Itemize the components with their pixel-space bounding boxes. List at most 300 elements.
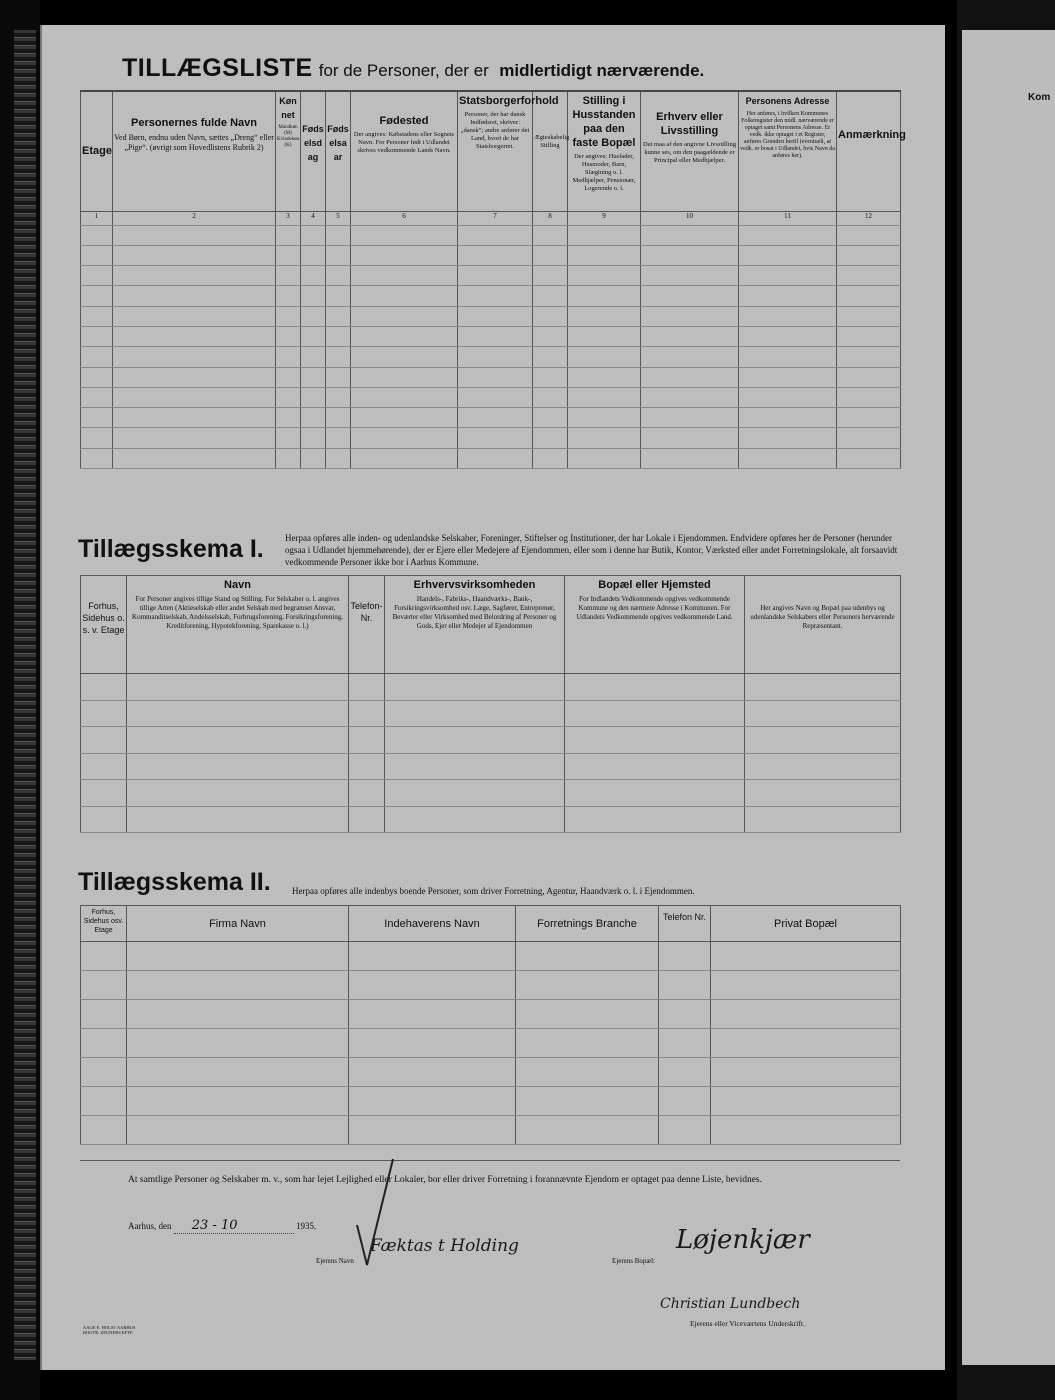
table-cell[interactable]: [127, 780, 349, 807]
table-cell[interactable]: [349, 753, 385, 780]
table-cell[interactable]: [458, 266, 533, 286]
table-cell[interactable]: [641, 448, 739, 468]
table-cell[interactable]: [276, 225, 301, 245]
table-row: [81, 942, 901, 971]
table-row: [81, 1087, 901, 1116]
table-cell[interactable]: [326, 408, 351, 428]
table-cell[interactable]: [565, 674, 745, 701]
table-cell[interactable]: [301, 225, 326, 245]
table-cell[interactable]: [127, 753, 349, 780]
table-cell[interactable]: [739, 306, 837, 326]
owner-name-label: Ejerens Navn: [316, 1257, 354, 1265]
table-cell[interactable]: [458, 306, 533, 326]
table-cell[interactable]: [349, 1087, 516, 1116]
table-cell[interactable]: [351, 286, 458, 306]
table-cell[interactable]: [533, 347, 568, 367]
table-cell[interactable]: [349, 1029, 516, 1058]
table-cell[interactable]: [81, 674, 127, 701]
table-cell[interactable]: [127, 1000, 349, 1029]
table-cell[interactable]: [301, 266, 326, 286]
table-cell[interactable]: [81, 367, 113, 387]
table-cell[interactable]: [81, 286, 113, 306]
table-cell[interactable]: [565, 700, 745, 727]
table-cell[interactable]: [458, 225, 533, 245]
table-cell[interactable]: [351, 408, 458, 428]
table-cell[interactable]: [568, 387, 641, 407]
table-cell[interactable]: [301, 326, 326, 346]
table-row: [81, 367, 901, 387]
table-cell[interactable]: [127, 674, 349, 701]
table-cell[interactable]: [127, 1116, 349, 1145]
colnum: 10: [641, 211, 739, 225]
t2-header-erhverv: Erhvervsvirksomheden Handels-, Fabriks-, Haandværks-, Bank-, Forsikringsvirksomhed osv. Læge, Sagfører, Entreprenør, Beværter eller Virksomhed med Belordring af Personer og Gods, Ejer eller Medejer af Ejendommen: [385, 576, 565, 674]
table-cell[interactable]: [81, 1087, 127, 1116]
table-cell[interactable]: [301, 428, 326, 448]
table-cell[interactable]: [385, 674, 565, 701]
tillaegsliste-table: [80, 90, 906, 469]
table-cell[interactable]: [276, 306, 301, 326]
table-cell[interactable]: [659, 1029, 711, 1058]
table-cell[interactable]: [568, 326, 641, 346]
table-cell[interactable]: [458, 367, 533, 387]
table-cell[interactable]: [565, 780, 745, 807]
table-cell[interactable]: [127, 1058, 349, 1087]
t2-body: [81, 674, 901, 833]
table-cell[interactable]: [739, 266, 837, 286]
table-cell[interactable]: [81, 428, 113, 448]
table-cell[interactable]: [837, 347, 901, 367]
t1-header-statsborger: Statsborgerforhold Personer, der har dansk Indfødsret, skriver: „dansk“; andre anfører det Land, hvori de har Statsborgerret.: [458, 91, 533, 211]
table-cell[interactable]: [533, 428, 568, 448]
table-cell[interactable]: [349, 780, 385, 807]
footer-divider: [80, 1160, 900, 1161]
table-cell[interactable]: [711, 1029, 901, 1058]
table-cell[interactable]: [745, 700, 901, 727]
table-cell[interactable]: [739, 428, 837, 448]
colnum: 5: [326, 211, 351, 225]
table-cell[interactable]: [385, 753, 565, 780]
table-cell[interactable]: [301, 286, 326, 306]
table-cell[interactable]: [276, 286, 301, 306]
table-cell[interactable]: [659, 1000, 711, 1029]
skema1-description: Herpaa opføres alle inden- og udenlandske Selskaber, Foreninger, Stiftelser og Institutioner, der har Lokale i Ejendommen. Endvidere opføres her de Personer (herunder ogsaa i Udlandet hjemmehørende), der er Ejere eller Medejere af Ejendommen, eller som i denne har Butik, Kontor, Værksted eller andet Forretningslokale, alt forsaavidt vedkommende Personer ikke bor i Aarhus Kommune.: [285, 533, 898, 567]
table-cell[interactable]: [81, 387, 113, 407]
t2-header-bopael: Bopæl eller Hjemsted For Indlandets Vedkommende opgives vedkommende Kommune og den nærmere Adresse i Kommunen. For Udlandets Vedkommende opgives vedkommende Land.: [565, 576, 745, 674]
table-cell[interactable]: [641, 367, 739, 387]
table-cell[interactable]: [351, 367, 458, 387]
table-cell[interactable]: [533, 225, 568, 245]
t3-header-etage: Forhus, Sidehus osv. Etage: [81, 906, 127, 942]
table-cell[interactable]: [127, 727, 349, 754]
table-row: [81, 326, 901, 346]
table-cell[interactable]: [349, 727, 385, 754]
table-cell[interactable]: [326, 347, 351, 367]
owner-address-label: Ejerens Bopæl:: [612, 1257, 655, 1265]
table-cell[interactable]: [641, 428, 739, 448]
t1-header-stilling: Stilling i Husstanden paa den faste Bopæl Der angives: Husfader, Husmoder, Barn, Slægtning o. l. Medhjælper, Pensionær, Logerende o. l.: [568, 91, 641, 211]
table-cell[interactable]: [351, 245, 458, 265]
table-cell[interactable]: [458, 387, 533, 407]
table-cell[interactable]: [458, 286, 533, 306]
table-cell[interactable]: [533, 326, 568, 346]
table-cell[interactable]: [739, 326, 837, 346]
table-cell[interactable]: [113, 428, 276, 448]
table-cell[interactable]: [739, 347, 837, 367]
table-cell[interactable]: [659, 971, 711, 1000]
table-cell[interactable]: [568, 266, 641, 286]
table-cell[interactable]: [568, 367, 641, 387]
table-cell[interactable]: [276, 347, 301, 367]
table-cell[interactable]: [458, 326, 533, 346]
date-line: [128, 1218, 316, 1234]
binding-edge: [14, 30, 36, 1360]
table-cell[interactable]: [458, 245, 533, 265]
t1-header-foedselsaar: Fødselsaar: [326, 91, 351, 211]
table-cell[interactable]: [326, 286, 351, 306]
table-cell[interactable]: [837, 387, 901, 407]
table-cell[interactable]: [533, 286, 568, 306]
table-cell[interactable]: [113, 347, 276, 367]
table-cell[interactable]: [533, 245, 568, 265]
t1-header-erhverv: Erhverv eller Livsstilling Det maa af den angivne Livsstilling kunne ses, om den paagældende er Principal eller Medhjælper.: [641, 91, 739, 211]
table-cell[interactable]: [276, 266, 301, 286]
table-cell[interactable]: [301, 408, 326, 428]
table-cell[interactable]: [568, 306, 641, 326]
t2-header-repraesentant: Her angives Navn og Bopæl paa udenbys og udenlandske Selskabers eller Personers herværende Repræsentant.: [745, 576, 901, 674]
table-cell[interactable]: [81, 306, 113, 326]
table-row: [81, 674, 901, 701]
table-cell[interactable]: [301, 347, 326, 367]
table-row: [81, 225, 901, 245]
page-title: [122, 54, 902, 83]
year-label: 1935.: [296, 1221, 317, 1231]
t3-header-branche: Forretnings Branche: [516, 906, 659, 942]
table-cell[interactable]: [385, 806, 565, 833]
table-cell[interactable]: [641, 387, 739, 407]
table-cell[interactable]: [113, 448, 276, 468]
skema2-title: Tillægsskema II.: [78, 868, 271, 896]
colnum: 4: [301, 211, 326, 225]
table-cell[interactable]: [81, 347, 113, 367]
table-cell[interactable]: [81, 266, 113, 286]
table-cell[interactable]: [81, 448, 113, 468]
table-cell[interactable]: [81, 727, 127, 754]
table-cell[interactable]: [326, 266, 351, 286]
t1-header-foedested: Fødested Der angives: Købstadens eller Sognets Navn. For Personer født i Udlandet skrives vedkommende Lands Navn.: [351, 91, 458, 211]
table-cell[interactable]: [127, 1029, 349, 1058]
table-cell[interactable]: [349, 971, 516, 1000]
t1-header-foedselsdag: Fødselsdag: [301, 91, 326, 211]
table-cell[interactable]: [127, 1087, 349, 1116]
table-cell[interactable]: [659, 1087, 711, 1116]
table-cell[interactable]: [326, 387, 351, 407]
table-cell[interactable]: [516, 1058, 659, 1087]
title-main: TILLÆGSLISTE: [122, 54, 313, 82]
table-cell[interactable]: [533, 306, 568, 326]
table-cell[interactable]: [276, 387, 301, 407]
table-cell[interactable]: [739, 286, 837, 306]
table-cell[interactable]: [711, 1058, 901, 1087]
table-cell[interactable]: [837, 266, 901, 286]
certification-text: At samtlige Personer og Selskaber m. v., som har lejet Lejlighed eller Lokaler, bor eller driver Forretning i forannævnte Ejendom er optaget paa denne Liste, bevidnes.: [128, 1175, 762, 1185]
table-cell[interactable]: [113, 387, 276, 407]
table-cell[interactable]: [349, 1116, 516, 1145]
table-cell[interactable]: [349, 674, 385, 701]
table-cell[interactable]: [349, 1000, 516, 1029]
t1-header-adresse: Personens Adresse Her anføres, i hvilken Kommunes Folkeregister den midl. nærværende er optaget samt Personens Adresse. Er vedk. ikke optaget i et Register, anføres Grunden hertil (eventuelt, at vedk. er bosat i Udlandet, hvis Navn da anføres her).: [739, 91, 837, 211]
table-cell[interactable]: [301, 245, 326, 265]
table-row: [81, 753, 901, 780]
table-row: [81, 266, 901, 286]
table-row: [81, 306, 901, 326]
table-cell[interactable]: [711, 1116, 901, 1145]
table-cell[interactable]: [113, 367, 276, 387]
table-cell[interactable]: [81, 806, 127, 833]
t1-header-koennet: Kønnet Mandkøn (M) Kvindekøn (K): [276, 91, 301, 211]
t2-header-navn: Navn For Personer angives tillige Stand og Stilling. For Selskaber o. l. angives tillige Arten (Aktieselskab eller andet Selskab med begrænset Ansvar, Kommanditselskab, Andelsselskab, Forbrugsforening, Forsikringsforening, Kreditforening, Hypotekforening, Sparekasse o. l.): [127, 576, 349, 674]
owner-name-handwritten: Fæktas t Holding: [370, 1236, 519, 1256]
t3-header-indehaver: Indehaverens Navn: [349, 906, 516, 942]
table-cell[interactable]: [565, 727, 745, 754]
table-cell[interactable]: [739, 245, 837, 265]
table-cell[interactable]: [351, 225, 458, 245]
table-cell[interactable]: [516, 1087, 659, 1116]
table-cell[interactable]: [641, 245, 739, 265]
table-cell[interactable]: [837, 408, 901, 428]
table-cell[interactable]: [745, 674, 901, 701]
table-cell[interactable]: [641, 225, 739, 245]
table-cell[interactable]: [837, 286, 901, 306]
table-cell[interactable]: [641, 347, 739, 367]
table-cell[interactable]: [837, 245, 901, 265]
table-row: [81, 428, 901, 448]
table-cell[interactable]: [81, 1000, 127, 1029]
table-cell[interactable]: [276, 408, 301, 428]
table-cell[interactable]: [326, 306, 351, 326]
table-row: [81, 286, 901, 306]
table-cell[interactable]: [837, 428, 901, 448]
table-row: [81, 700, 901, 727]
table-cell[interactable]: [458, 347, 533, 367]
table-cell[interactable]: [745, 806, 901, 833]
table-row: [81, 448, 901, 468]
table-cell[interactable]: [533, 387, 568, 407]
table-cell[interactable]: [276, 245, 301, 265]
colnum: 1: [81, 211, 113, 225]
table-cell[interactable]: [565, 753, 745, 780]
table-cell[interactable]: [739, 408, 837, 428]
table-cell[interactable]: [351, 347, 458, 367]
t2-header-etage: Forhus, Sidehus o. s. v. Etage: [81, 576, 127, 674]
table-cell[interactable]: [113, 245, 276, 265]
table-cell[interactable]: [301, 387, 326, 407]
table-cell[interactable]: [711, 971, 901, 1000]
table-cell[interactable]: [568, 347, 641, 367]
table-cell[interactable]: [711, 1000, 901, 1029]
table-cell[interactable]: [568, 448, 641, 468]
t2-header-telefon: Telefon-Nr.: [349, 576, 385, 674]
table-cell[interactable]: [81, 225, 113, 245]
table-cell[interactable]: [745, 780, 901, 807]
table-cell[interactable]: [113, 266, 276, 286]
table-cell[interactable]: [641, 326, 739, 346]
table-cell[interactable]: [81, 700, 127, 727]
table-cell[interactable]: [81, 780, 127, 807]
colnum: 7: [458, 211, 533, 225]
table-cell[interactable]: [516, 971, 659, 1000]
title-rest-bold: midlertidigt nærværende.: [499, 61, 705, 80]
table-row: [81, 780, 901, 807]
table-cell[interactable]: [349, 806, 385, 833]
right-page: [962, 30, 1055, 1365]
table-cell[interactable]: [81, 326, 113, 346]
table-cell[interactable]: [81, 245, 113, 265]
table-cell[interactable]: [127, 806, 349, 833]
table-row: [81, 1058, 901, 1087]
table-cell[interactable]: [739, 367, 837, 387]
table-cell[interactable]: [81, 971, 127, 1000]
handwritten-checkmark: [355, 1155, 405, 1275]
table-cell[interactable]: [837, 448, 901, 468]
table-row: [81, 1116, 901, 1145]
table-cell[interactable]: [326, 225, 351, 245]
table-cell[interactable]: [81, 753, 127, 780]
t3-header-telefon: Telefon Nr.: [659, 906, 711, 942]
table-cell[interactable]: [276, 448, 301, 468]
colnum: 6: [351, 211, 458, 225]
table-cell[interactable]: [565, 806, 745, 833]
table-cell[interactable]: [351, 306, 458, 326]
table-cell[interactable]: [326, 428, 351, 448]
table-cell[interactable]: [458, 408, 533, 428]
colnum: 3: [276, 211, 301, 225]
table-cell[interactable]: [641, 266, 739, 286]
table-row: [81, 806, 901, 833]
table-cell[interactable]: [837, 367, 901, 387]
table-cell[interactable]: [711, 942, 901, 971]
skema1-table: [80, 575, 901, 833]
table-cell[interactable]: [301, 448, 326, 468]
table-cell[interactable]: [326, 367, 351, 387]
table-cell[interactable]: [516, 942, 659, 971]
t1-header-navn: Personernes fulde Navn Ved Børn, endnu uden Navn, sættes „Dreng“ eller „Pige“. (øvrigt som Hovedlistens Rubrik 2): [113, 91, 276, 211]
table-cell[interactable]: [516, 1000, 659, 1029]
table-cell[interactable]: [568, 245, 641, 265]
table-cell[interactable]: [568, 225, 641, 245]
colnum: 9: [568, 211, 641, 225]
table-cell[interactable]: [349, 1058, 516, 1087]
table-cell[interactable]: [349, 942, 516, 971]
table-cell[interactable]: [127, 971, 349, 1000]
table-cell[interactable]: [276, 428, 301, 448]
table-cell[interactable]: [385, 727, 565, 754]
skema2-table: [80, 905, 901, 1145]
title-rest: for de Personer, der er: [318, 61, 489, 80]
table-cell[interactable]: [739, 387, 837, 407]
table-cell[interactable]: [127, 942, 349, 971]
table-cell[interactable]: [837, 225, 901, 245]
table-cell[interactable]: [351, 387, 458, 407]
table-cell[interactable]: [301, 306, 326, 326]
table-cell[interactable]: [458, 428, 533, 448]
table-cell[interactable]: [533, 408, 568, 428]
table-cell[interactable]: [458, 448, 533, 468]
table-cell[interactable]: [641, 286, 739, 306]
colnum: 12: [837, 211, 901, 225]
table-cell[interactable]: [385, 700, 565, 727]
table-cell[interactable]: [659, 1116, 711, 1145]
table-cell[interactable]: [276, 367, 301, 387]
skema2-description: Herpaa opføres alle indenbys boende Personer, som driver Forretning, Agentur, Haandværk o. l. i Ejendommen.: [292, 886, 695, 896]
table-row: [81, 387, 901, 407]
table-cell[interactable]: [837, 326, 901, 346]
table-row: [81, 347, 901, 367]
table-cell[interactable]: [739, 225, 837, 245]
table-cell[interactable]: [301, 367, 326, 387]
t3-header-privat-bopael: Privat Bopæl: [711, 906, 901, 942]
table-cell[interactable]: [711, 1087, 901, 1116]
table-cell[interactable]: [81, 408, 113, 428]
table-cell[interactable]: [81, 942, 127, 971]
table-cell[interactable]: [127, 700, 349, 727]
table-row: [81, 245, 901, 265]
t1-header-anmaerkning: Anmærkning: [837, 91, 901, 211]
table-cell[interactable]: [113, 306, 276, 326]
table-cell[interactable]: [351, 448, 458, 468]
table-row: [81, 727, 901, 754]
owner-address-handwritten: Løjenkjær: [676, 1225, 810, 1255]
table-cell[interactable]: [533, 367, 568, 387]
table-cell[interactable]: [276, 326, 301, 346]
table-cell[interactable]: [568, 408, 641, 428]
table-cell[interactable]: [113, 225, 276, 245]
table-cell[interactable]: [568, 428, 641, 448]
table-cell[interactable]: [533, 266, 568, 286]
t1-header-etage: Etage: [81, 91, 113, 211]
table-cell[interactable]: [739, 448, 837, 468]
table-cell[interactable]: [326, 448, 351, 468]
table-cell[interactable]: [351, 326, 458, 346]
table-row: [81, 1029, 901, 1058]
right-page-label: Kom: [1028, 92, 1051, 103]
t1-header-aegteskab: Ægteskabelig Stilling: [533, 91, 568, 211]
table-cell[interactable]: [516, 1116, 659, 1145]
table-cell[interactable]: [81, 1116, 127, 1145]
table-cell[interactable]: [745, 753, 901, 780]
table-cell[interactable]: [81, 1058, 127, 1087]
table-cell[interactable]: [113, 286, 276, 306]
table-cell[interactable]: [837, 306, 901, 326]
table-cell[interactable]: [351, 266, 458, 286]
table-cell[interactable]: [349, 700, 385, 727]
table-cell[interactable]: [113, 326, 276, 346]
table-cell[interactable]: [326, 245, 351, 265]
signature-handwritten: Christian Lundbech: [660, 1296, 801, 1312]
table-cell[interactable]: [385, 780, 565, 807]
table-cell[interactable]: [533, 448, 568, 468]
table-cell[interactable]: [641, 408, 739, 428]
table-cell[interactable]: [659, 942, 711, 971]
table-cell[interactable]: [81, 1029, 127, 1058]
table-cell[interactable]: [568, 286, 641, 306]
table-cell[interactable]: [659, 1058, 711, 1087]
table-cell[interactable]: [641, 306, 739, 326]
table-cell[interactable]: [351, 428, 458, 448]
table-cell[interactable]: [113, 408, 276, 428]
table-cell[interactable]: [745, 727, 901, 754]
table-cell[interactable]: [516, 1029, 659, 1058]
table-cell[interactable]: [326, 326, 351, 346]
